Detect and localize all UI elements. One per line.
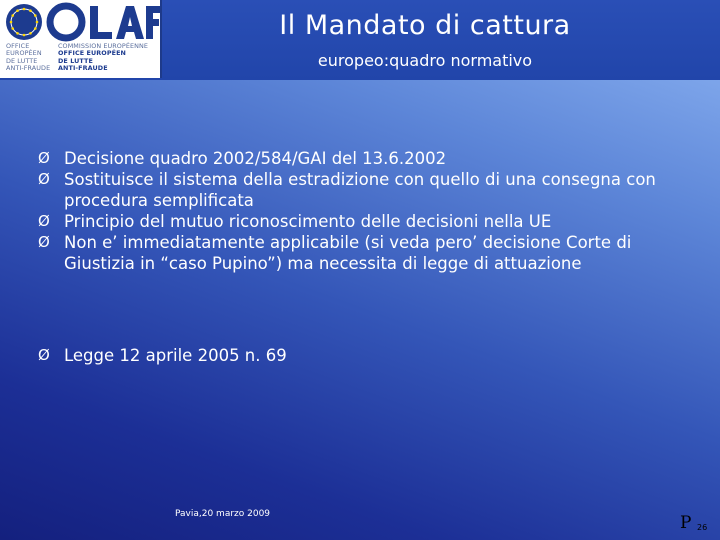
logo-line: DE LUTTE	[6, 56, 38, 65]
bullet-text: Legge 12 aprile 2005 n. 69	[64, 346, 287, 365]
page-letter: P	[680, 513, 692, 533]
bullet-item	[38, 345, 688, 366]
logo-line: ANTI-FRAUDE	[6, 64, 51, 73]
olaf-logo	[0, 0, 162, 78]
logo-text-left	[6, 43, 50, 73]
slide-subtitle: europeo:quadro normativo	[317, 51, 533, 70]
arrow-bullet-icon: Ø	[38, 149, 50, 167]
bullet-list	[38, 148, 688, 274]
logo-line: EUROPÉEN	[6, 49, 42, 58]
bullet-item	[38, 211, 688, 232]
bullet-item	[38, 148, 688, 169]
arrow-bullet-icon: Ø	[38, 233, 50, 251]
logo-text-right	[58, 43, 148, 73]
olaf-logo-mark	[4, 2, 160, 42]
logo-line: OFFICE EUROPÉEN	[58, 49, 126, 58]
bullet-text: Principio del mutuo riconoscimento delle decisioni nella UE	[64, 212, 552, 231]
logo-line: DE LUTTE	[58, 56, 93, 65]
header-bar	[0, 0, 720, 80]
slide-title: Il Mandato di cattura	[279, 10, 571, 41]
bullet-text: Decisione quadro 2002/584/GAI del 13.6.2002	[64, 149, 447, 168]
arrow-bullet-icon: Ø	[38, 212, 50, 230]
arrow-bullet-icon: Ø	[38, 170, 50, 188]
bullet-text: Non e’ immediatamente applicabile (si veda pero’ decisione Corte di Giustizia in “caso Pupino”) ma necessita di legge di attuazione	[64, 233, 632, 273]
arrow-bullet-icon: Ø	[38, 346, 50, 364]
bullet-item	[38, 169, 688, 211]
extra-bullet-list	[38, 345, 688, 366]
bullet-item	[38, 232, 688, 274]
footer-place-date: Pavia,20 marzo 2009	[175, 509, 271, 519]
logo-line: OFFICE	[6, 42, 30, 50]
page-number: 26	[697, 523, 708, 532]
logo-line: ANTI-FRAUDE	[58, 64, 108, 73]
bullet-text: Sostituisce il sistema della estradizione con quello di una consegna con procedura semplificata	[64, 170, 656, 210]
logo-line: COMMISSION EUROPÉENNE	[58, 42, 149, 50]
